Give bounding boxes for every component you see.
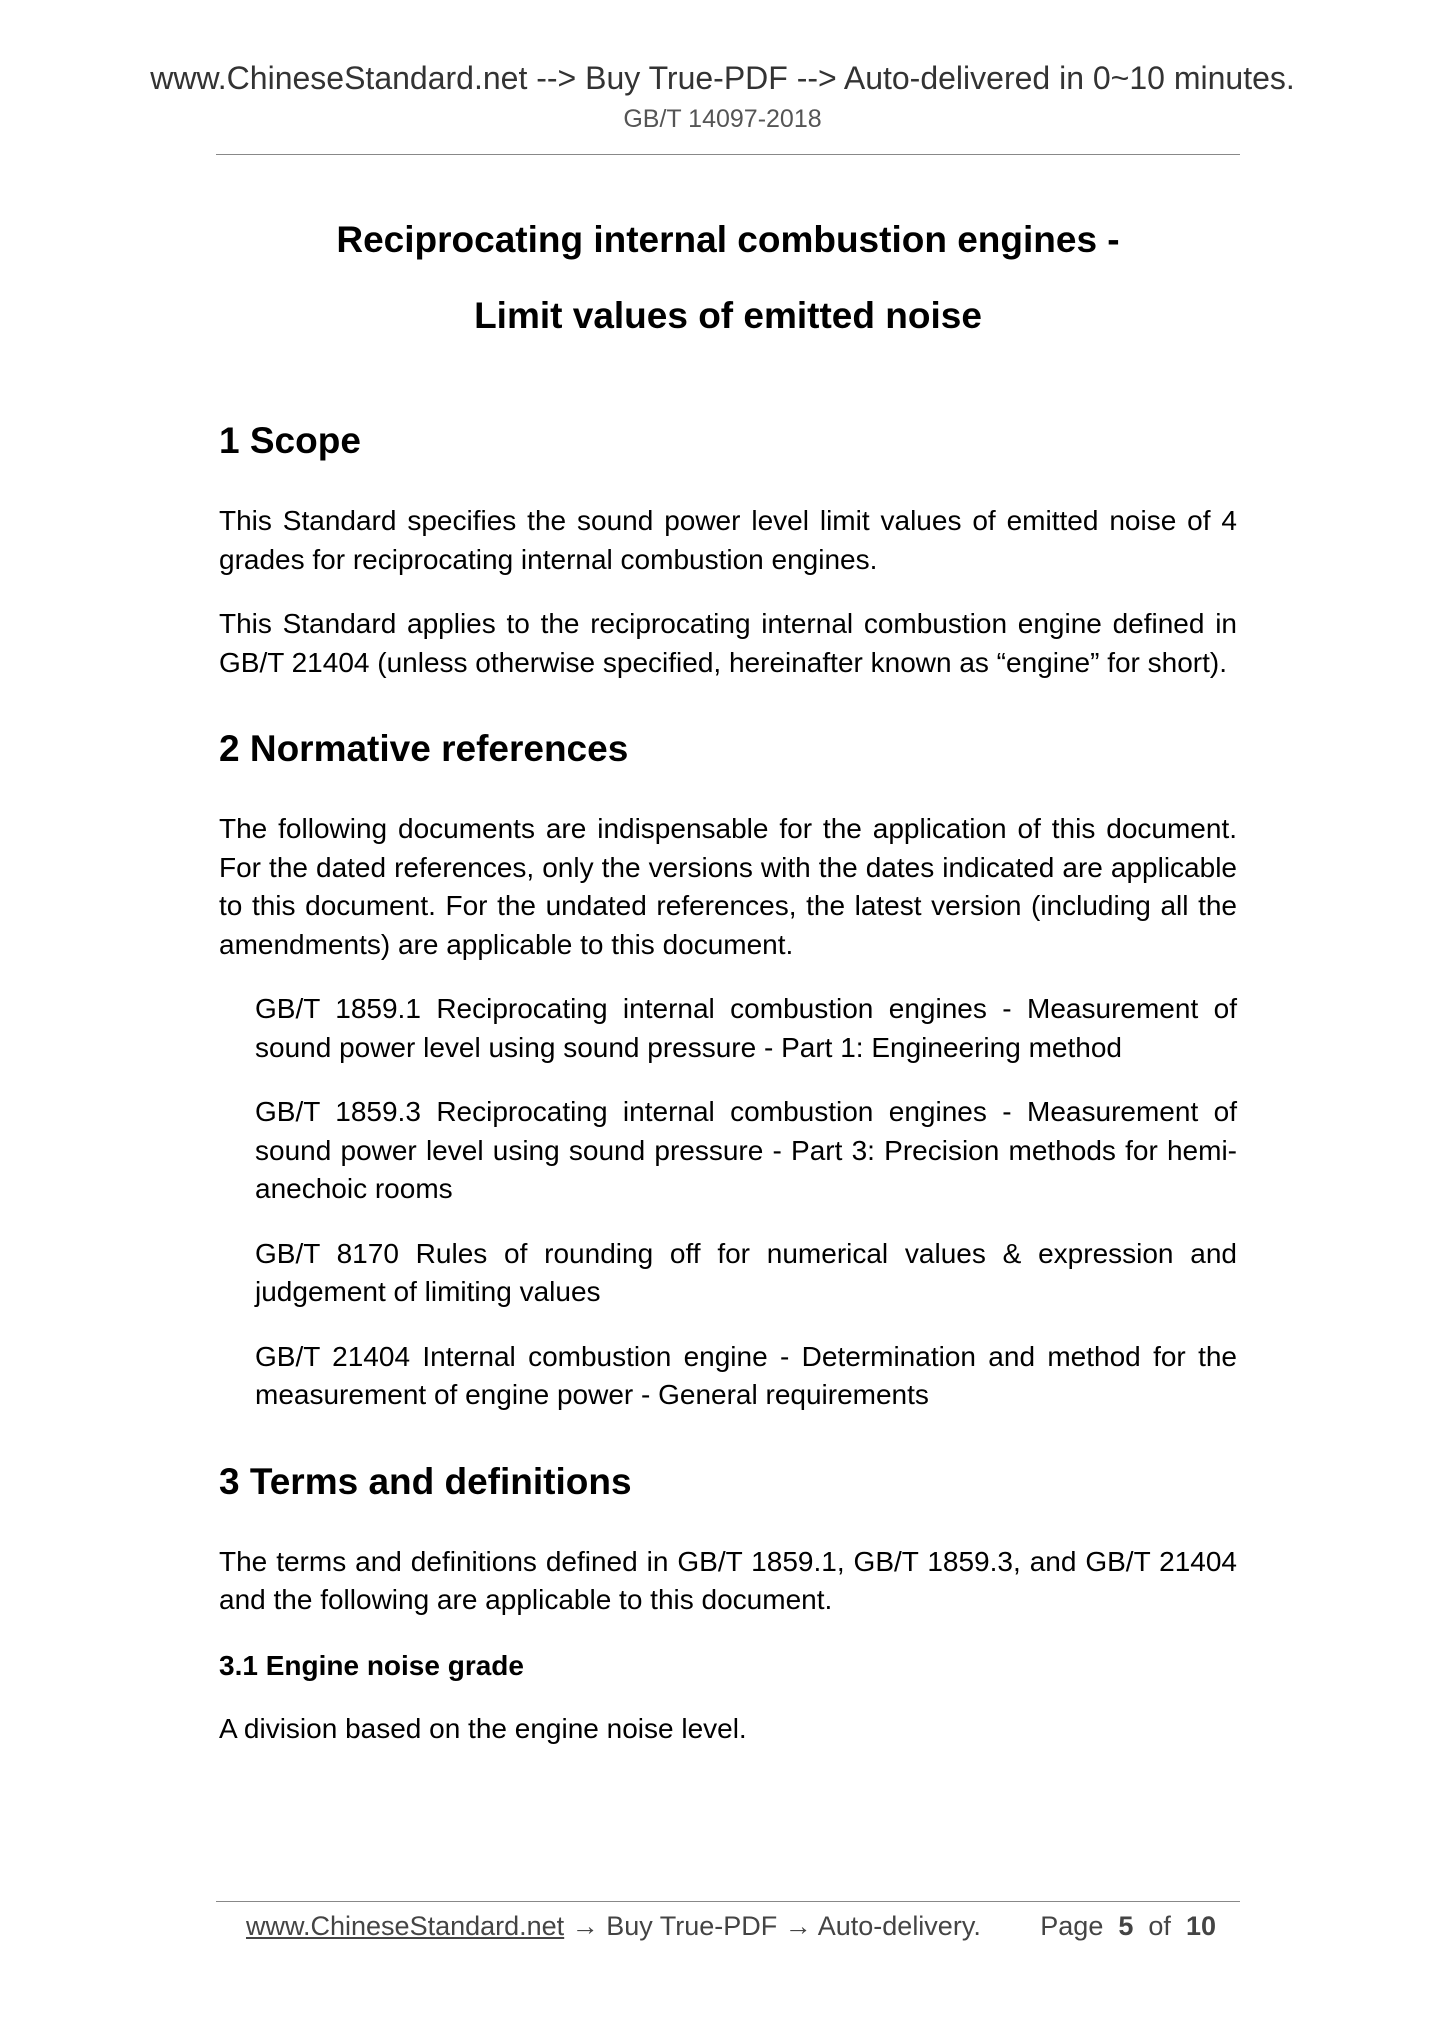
footer-website-link[interactable]: www.ChineseStandard.net [246,1911,565,1941]
reference-item: GB/T 1859.3 Reciprocating internal combustion engines - Measurement of sound power level using sound pressure - Part 3: Precision methods for hemi-anechoic rooms [255,1096,1237,1204]
reference-item: GB/T 21404 Internal combustion engine - Determination and method for the measurement of engine power - General requirements [255,1340,1237,1410]
footer-of-label: of [1148,1911,1171,1941]
section-heading-terms-and-definitions: 3 Terms and definitions [219,1460,632,1502]
scope-paragraph-1: This Standard specifies the sound power level limit values of emitted noise of 4 grades for reciprocating internal combustion engines. [219,505,1237,575]
footer-page-label: Page [1040,1911,1104,1941]
header-divider [216,154,1240,155]
header-standard-number: GB/T 14097-2018 [623,105,822,133]
page-footer [246,1906,1216,1946]
reference-item: GB/T 1859.1 Reciprocating internal combustion engines - Measurement of sound power level using sound pressure - Part 1: Engineering method [255,993,1237,1063]
scope-paragraph-2: This Standard applies to the reciprocating internal combustion engine defined in GB/T 21404 (unless otherwise specified, hereinafter known as “engine” for short). [219,608,1237,678]
footer-page-indicator [1040,1906,1216,1946]
section-heading-normative-references: 2 Normative references [219,728,629,769]
terms-intro-paragraph: The terms and definitions defined in GB/T 1859.1, GB/T 1859.3, and GB/T 21404 and the following are applicable to this document. [219,1545,1237,1615]
reference-item: GB/T 8170 Rules of rounding off for numerical values & expression and judgement of limiting values [255,1237,1237,1307]
normative-intro-paragraph: The following documents are indispensable for the application of this document. For the dated references, only the versions with the dates indicated are applicable to this document. For the undated references, the latest version (including all the amendments) are applicable to this document. [219,813,1237,960]
footer-page-number: 5 [1118,1911,1134,1941]
document-title-line-1: Reciprocating internal combustion engines - [336,219,1120,260]
definition-paragraph: A division based on the engine noise level. [219,1712,747,1744]
section-heading-scope: 1 Scope [219,420,361,461]
page-header [0,56,1445,138]
header-banner-text: www.ChineseStandard.net --> Buy True-PDF --> Auto-delivered in 0~10 minutes. [150,60,1295,96]
page-content [219,202,1237,1748]
document-title-line-2: Limit values of emitted noise [474,295,982,336]
footer-tagline: → Buy True-PDF → Auto-delivery. [564,1911,981,1941]
footer-page-total: 10 [1185,1911,1216,1941]
subsection-heading-engine-noise-grade: 3.1 Engine noise grade [219,1649,524,1681]
footer-divider [216,1901,1240,1902]
